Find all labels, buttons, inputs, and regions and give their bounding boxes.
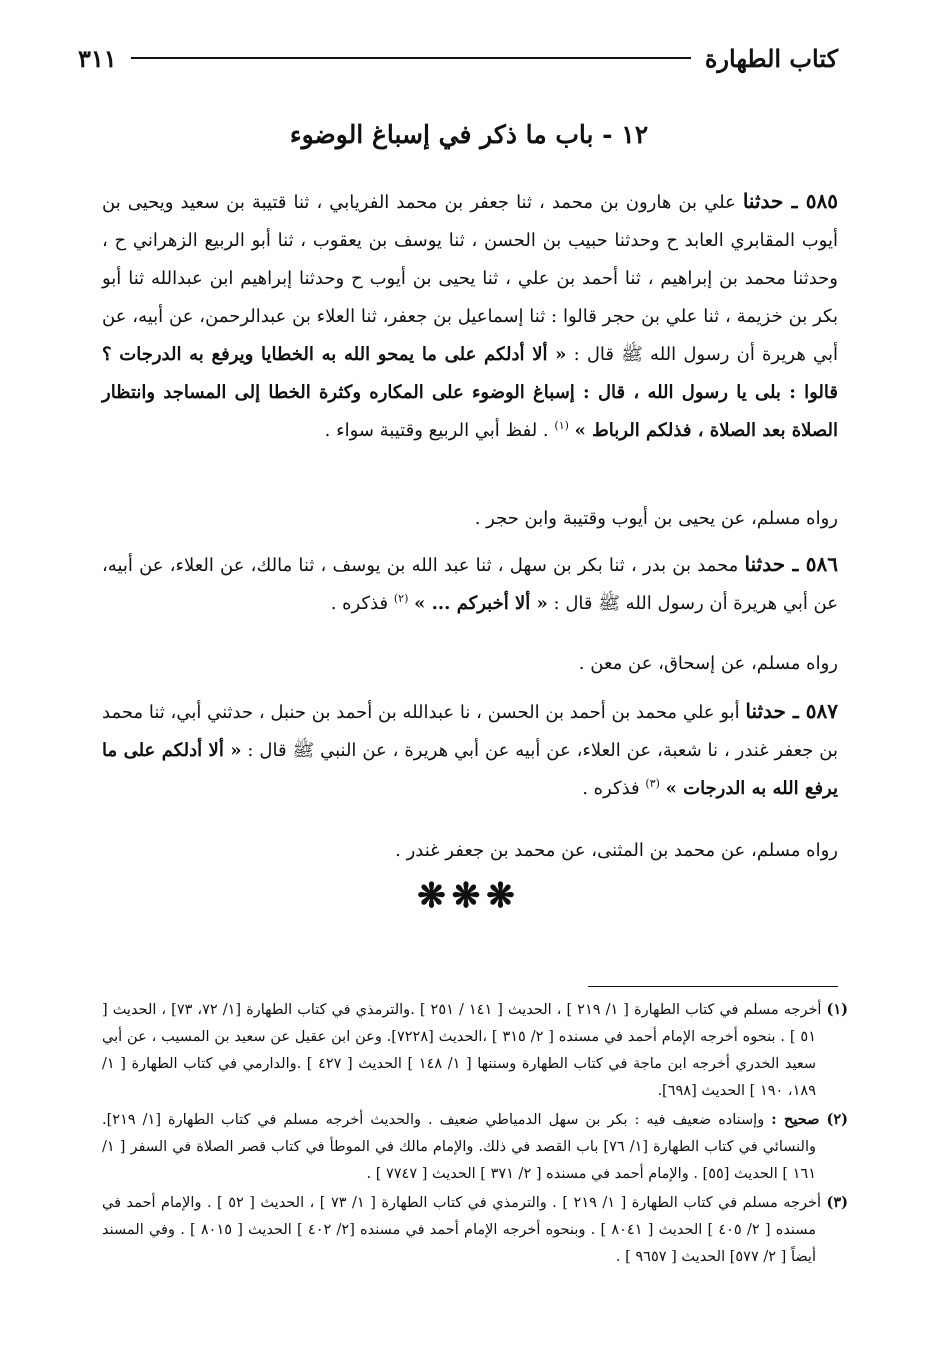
footnote-2 bbox=[102, 1106, 848, 1188]
matn-text: « ألا أدلكم على ما يمحو الله به الخطايا ويرفع به الدرجات ؟ قالوا : بلى يا رسول الله ، قال : إسباغ الوضوء على المكاره وكثرة الخطا إلى المساجد وانتظار الصلاة بعد الصلاة ، فذلكم الرباط » bbox=[102, 344, 838, 441]
hadith-number: ٥٨٦ bbox=[805, 552, 838, 576]
transmission-formula: حدثنا bbox=[744, 552, 786, 576]
hadith-585: ٥٨٥ ـ حدثنا علي بن هارون بن محمد ، ثنا جعفر بن محمد الفريابي ، ثنا قتيبة بن سعيد ويحيى بن أيوب المقابري العابد ح وحدثنا حبيب بن الحسن ، ثنا يوسف بن يعقوب ، ثنا أبو الربيع الزهراني ح ، وحدثنا محمد بن إبراهيم ، ثنا أحمد بن علي ، ثنا يحيى بن أيوب ح وحدثنا إبراهيم ابن عبدالله ثنا أبو بكر بن خزيمة ، ثنا علي بن حجر قالوا : ثنا إسماعيل بن جعفر، ثنا العلاء بن عبدالرحمن، عن أبيه، عن أبي هريرة أن رسول الله ﷺ قال : « ألا أدلكم على ما يمحو الله به الخطايا ويرفع به الدرجات ؟ قالوا : بلى يا رسول الله ، قال : إسباغ الوضوء على المكاره وكثرة الخطا إلى المساجد وانتظار الصلاة بعد الصلاة ، فذلكم الرباط » $^{(١)}$ . لفظ أبي الربيع وقتيبة سواء . bbox=[102, 189, 838, 441]
transmission-formula: حدثنا bbox=[742, 189, 784, 213]
isnad-text: علي بن هارون بن محمد ، ثنا جعفر بن محمد الفريابي ، ثنا قتيبة بن سعيد ويحيى بن أيوب المقابري العابد ح وحدثنا حبيب بن الحسن ، ثنا يوسف بن يعقوب ، ثنا أبو الربيع الزهراني ح ، وحدثنا محمد بن إبراهيم ، ثنا أحمد بن علي ، ثنا يحيى بن أيوب ح وحدثنا إبراهيم ابن عبدالله ثنا أبو بكر بن خزيمة ، ثنا علي بن حجر قالوا : ثنا إسماعيل بن جعفر، ثنا العلاء بن عبدالرحمن، عن أبيه، عن أبي هريرة أن رسول الله ﷺ قال : bbox=[102, 192, 838, 365]
hadith-587: ٥٨٧ ـ حدثنا أبو علي محمد بن أحمد بن الحسن ، نا عبدالله بن أحمد بن حنبل ، حدثني أبي، ثنا محمد بن جعفر غندر ، نا شعبة، عن العلاء، عن أبيه عن أبي هريرة ، عن النبي ﷺ قال : « ألا أدلكم على ما يرفع الله به الدرجات » $^{(٣)}$ فذكره . bbox=[102, 699, 838, 799]
footnote-ref: (٣) bbox=[645, 777, 660, 790]
riwaya-585 bbox=[102, 500, 838, 538]
transmission-formula: حدثنا bbox=[745, 699, 786, 723]
riwaya-text: رواه مسلم، عن يحيى بن أيوب وقتيبة وابن حجر . bbox=[474, 508, 838, 529]
isnad-text: محمد بن بدر ، ثنا بكر بن سهل ، ثنا عبد الله بن يوسف ، ثنا مالك، عن العلاء، عن أبيه، عن أبي هريرة أن رسول الله ﷺ قال : bbox=[102, 555, 838, 614]
matn-text: « ألا أخبركم ... » bbox=[414, 593, 548, 614]
hadith-586: ٥٨٦ ـ حدثنا محمد بن بدر ، ثنا بكر بن سهل ، ثنا عبد الله بن يوسف ، ثنا مالك، عن العلاء، عن أبيه، عن أبي هريرة أن رسول الله ﷺ قال : « ألا أخبركم ... » $^{(٢)}$ فذكره . bbox=[102, 552, 838, 614]
riwaya-587 bbox=[102, 832, 838, 870]
footnote-rule bbox=[588, 986, 838, 987]
footnote-label: (١) bbox=[826, 1001, 849, 1018]
matn-text: « ألا أدلكم على ما يرفع الله به الدرجات » bbox=[102, 740, 838, 799]
footnote-text: أخرجه مسلم في كتاب الطهارة [ ١/ ٢١٩ ] . والترمذي في كتاب الطهارة [ ١/ ٧٣ ] ، الحديث [ ٥٢ ] . والإمام أحمد في مسنده [ ٢/ ٤٠٥ ] الحديث [ ٨٠٤١ ] . وبنحوه أخرجه الإمام أحمد في مسنده [٢/ ٤٠٢ ] الحديث [ ٨٠١٥ ] . وفي المسند أيضاً [ ٢/ ٥٧٧] الحديث [ ٩٦٥٧ ] . bbox=[102, 1195, 821, 1265]
chapter-title: ١٢ - باب ما ذكر في إسباغ الوضوء bbox=[289, 120, 649, 149]
page-number: ٣١١ bbox=[78, 43, 117, 73]
footnote-label: (٢) bbox=[826, 1111, 849, 1128]
tail-text: . لفظ أبي الربيع وقتيبة سواء . bbox=[324, 420, 549, 441]
footnote-3 bbox=[102, 1189, 848, 1271]
tail-text: فذكره . bbox=[330, 593, 389, 614]
running-header bbox=[78, 38, 838, 78]
footnote-1 bbox=[102, 996, 848, 1105]
footnote-ref: (١) bbox=[554, 419, 569, 432]
hadith-number: ٥٨٧ bbox=[805, 699, 838, 723]
footnote-text: وإسناده ضعيف فيه : بكر بن سهل الدمياطي ضعيف . والحديث أخرجه مسلم في كتاب الطهارة [١/ ٢١٩]. والنسائي في كتاب الطهارة [١/ ٧٦] باب القصد في ذلك. والإمام مالك في الموطأ في كتاب قصر الصلاة في السفر [ ١/ ١٦١ ] الحديث [٥٥] . والإمام أحمد في مسنده [ ٢/ ٣٧١ ] الحديث [ ٧٧٤٧ ] . bbox=[102, 1112, 816, 1182]
tail-text: فذكره . bbox=[582, 778, 640, 799]
riwaya-text: رواه مسلم، عن إسحاق، عن معن . bbox=[578, 653, 838, 674]
footnote-ref: (٢) bbox=[393, 592, 409, 605]
footnote-grade: صحيح : bbox=[771, 1111, 820, 1128]
header-rule bbox=[131, 57, 691, 59]
riwaya-586 bbox=[102, 645, 838, 683]
riwaya-text: رواه مسلم، عن محمد بن المثنى، عن محمد بن جعفر غندر . bbox=[395, 840, 838, 861]
section-separator: ❋❋❋ bbox=[417, 876, 521, 916]
footnote-label: (٣) bbox=[826, 1194, 849, 1211]
footnotes bbox=[102, 996, 848, 1272]
isnad-text: أبو علي محمد بن أحمد بن الحسن ، نا عبدالله بن أحمد بن حنبل ، حدثني أبي، ثنا محمد بن جعفر غندر ، نا شعبة، عن العلاء، عن أبيه عن أبي هريرة ، عن النبي ﷺ قال : bbox=[102, 702, 838, 761]
running-title: كتاب الطهارة bbox=[704, 43, 838, 73]
hadith-number: ٥٨٥ bbox=[805, 189, 838, 213]
footnote-text: أخرجه مسلم في كتاب الطهارة [ ١/ ٢١٩ ] ، الحديث [ ١٤١ / ٢٥١ ] .والترمذي في كتاب الطهارة [١/ ٧٢، ٧٣] ، الحديث [ ٥١ ] . بنحوه أخرجه الإمام أحمد في مسنده [ ٢/ ٣١٥ ] ،الحديث [٧٢٢٨]. وعن ابن عقيل عن سعيد بن المسيب ، عن أبي سعيد الخدري أخرجه ابن ماجة في كتاب الطهارة وسننها [ ١/ ١٤٨ ] الحديث [ ٤٢٧ ] .والدارمي في كتاب الطهارة [ ١/ ١٨٩، ١٩٠ ] الحديث [٦٩٨]. bbox=[102, 1002, 822, 1099]
